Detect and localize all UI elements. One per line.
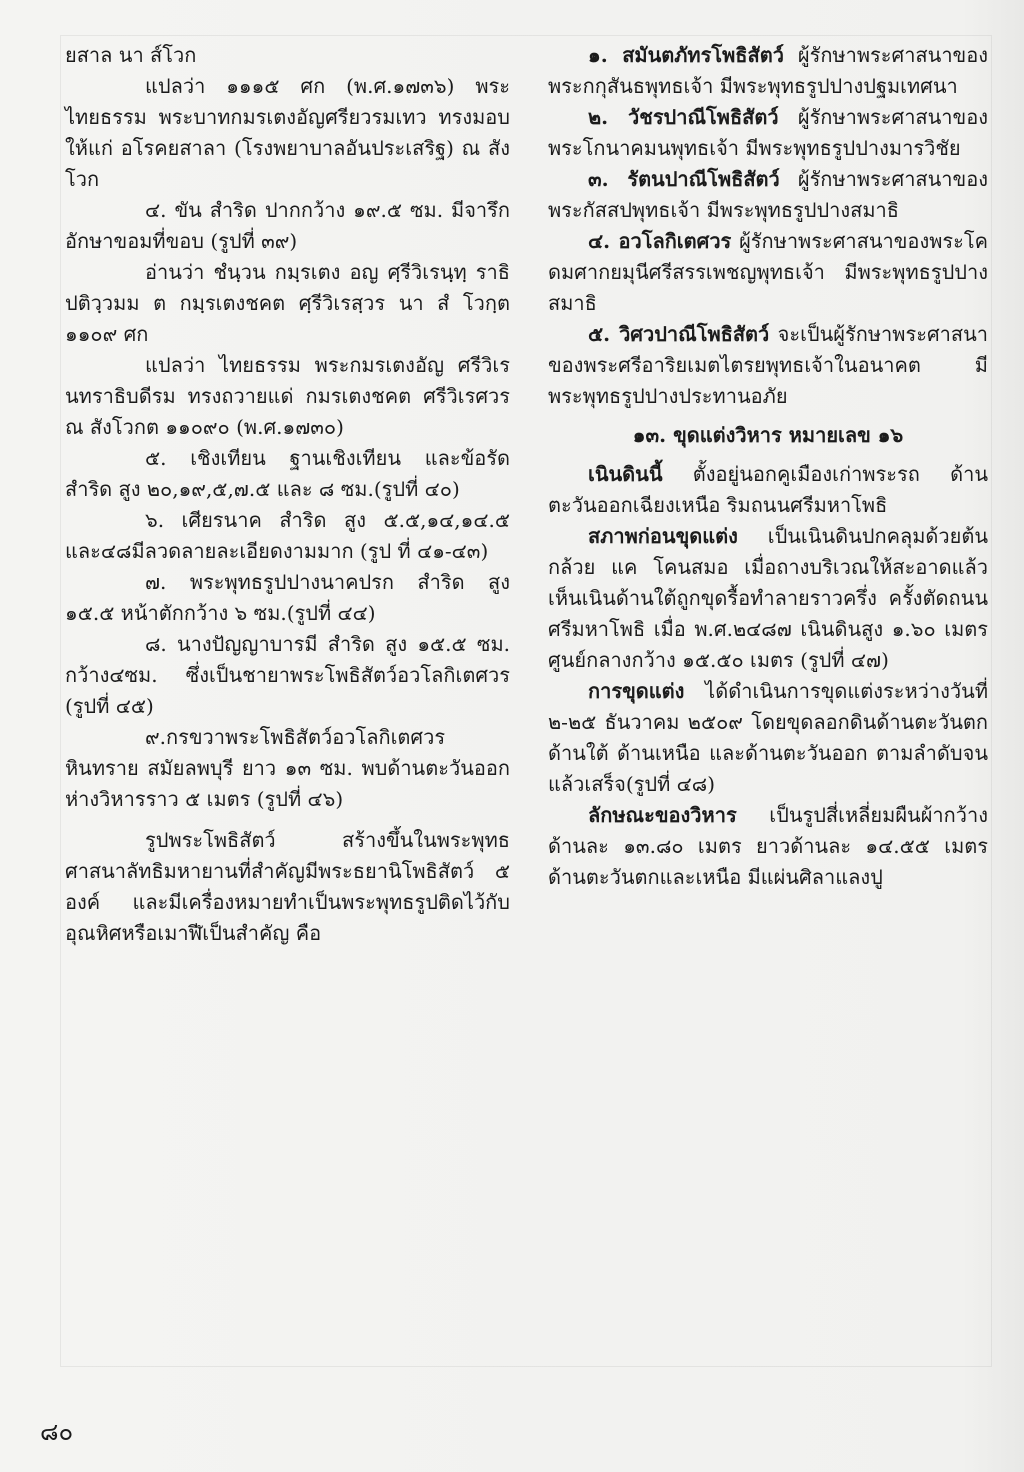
paragraph: ๗. พระพุทธรูปปางนาคปรก สำริด สูง ๑๕.๕ หน้าตักกว้าง ๖ ซม.(รูปที่ ๔๔) xyxy=(65,570,510,625)
section-text: ได้ดำเนินการขุดแต่งระหว่างวันที่ ๒-๒๕ ธันวาคม ๒๕๐๙ โดยขุดลอกดินด้านตะวันตก ด้านใต้ ด้านเหนือ และด้านตะวันออก ตามลำดับจนแล้วเสร็จ(รูปที่ ๔๘) xyxy=(548,679,988,796)
item-text: ผู้รักษาพระศาสนาของพระโคดมศากยมุนีศรีสรรเพชญพุทธเจ้า มีพระพุทธรูปปางสมาธิ xyxy=(548,229,988,315)
paragraph: ๕. เชิงเทียน ฐานเชิงเทียน และข้อรัด สำริด สูง ๒๐,๑๙,๕,๗.๕ และ ๘ ซม.(รูปที่ ๔๐) xyxy=(65,446,510,501)
paragraph: ๘. นางปัญญาบารมี สำริด สูง ๑๕.๕ ซม. กว้าง๔ซม. ซึ่งเป็นชายาพระโพธิสัตว์อวโลกิเตศวร (รูปที่ ๔๕) xyxy=(65,632,510,718)
item-text: จะเป็นผู้รักษาพระศาสนา ของพระศรีอาริยเมตไตรยพุทธเจ้าในอนาคต มีพระพุทธรูปปางประทานอภัย xyxy=(548,322,988,408)
paragraph: ๙.กรขวาพระโพธิสัตว์อวโลกิเตศวร หินทราย สมัยลพบุรี ยาว ๑๓ ซม. พบด้านตะวันออก ห่างวิหารราว ๕ เมตร (รูปที่ ๔๖) xyxy=(65,725,510,811)
item-text: ผู้รักษาพระศาสนาของพระกกุสันธพุทธเจ้า มีพระพุทธรูปปางปฐมเทศนา xyxy=(548,43,988,98)
bodhisattva-item xyxy=(548,40,988,102)
section-paragraph xyxy=(548,676,988,800)
section-lead: ลักษณะของวิหาร xyxy=(588,803,737,827)
section-lead: การขุดแต่ง xyxy=(588,679,685,703)
paragraph: ๖. เศียรนาค สำริด สูง ๕.๕,๑๔,๑๔.๕ และ๔๘มีลวดลายละเอียดงามมาก (รูป ที่ ๔๑-๔๓) xyxy=(65,508,510,563)
item-title: ๔. อวโลกิเตศวร xyxy=(588,229,732,253)
paragraph: ยสาล นา ส์โวก xyxy=(65,43,197,67)
item-title: ๑. สมันตภัทรโพธิสัตว์ xyxy=(588,43,784,67)
bodhisattva-item xyxy=(548,102,988,164)
section-paragraph xyxy=(548,459,988,521)
section-heading: ๑๓. ขุดแต่งวิหาร หมายเลข ๑๖ xyxy=(632,423,904,447)
right-column xyxy=(548,40,988,893)
section-text: ตั้งอยู่นอกคูเมืองเก่าพระรถ ด้านตะวันออกเฉียงเหนือ ริมถนนศรีมหาโพธิ xyxy=(548,462,988,517)
item-title: ๒. วัชรปาณีโพธิสัตว์ xyxy=(588,105,779,129)
item-text: ผู้รักษาพระศาสนาของพระกัสสปพุทธเจ้า มีพระพุทธรูปปางสมาธิ xyxy=(548,167,988,222)
paragraph: แปลว่า ๑๑๑๕ ศก (พ.ศ.๑๗๓๖) พระไทยธรรม พระบาทกมรเตงอัญศรียวรมเทว ทรงมอบให้แก่ อโรคยสาลา (โรงพยาบาลอันประเสริฐ) ณ สังโวก xyxy=(65,74,510,191)
paragraph: ๔. ขัน สำริด ปากกว้าง ๑๙.๕ ซม. มีจารึกอักษาขอมที่ขอบ (รูปที่ ๓๙) xyxy=(65,198,510,253)
section-text: เป็นเนินดินปกคลุมด้วยต้นกล้วย แค โคนสมอ เมื่อถางบริเวณให้สะอาดแล้ว เห็นเนินด้านใต้ถูกขุดรื้อทำลายราวครึ่ง ครั้งตัดถนนศรีมหาโพธิ เมื่อ พ.ศ.๒๔๘๗ เนินดินสูง ๑.๖๐ เมตร ศูนย์กลางกว้าง ๑๕.๕๐ เมตร (รูปที่ ๔๗) xyxy=(548,524,988,672)
item-title: ๓. รัตนปาณีโพธิสัตว์ xyxy=(588,167,780,191)
paragraph: อ่านว่า ชํนฺวน กมฺรเตง อญ ศฺรีวิเรนฺทฺ ราธิปติวฺวมม ต กมฺรเตงชคต ศฺรีวิเรสฺวร นา สํ โวกฺต ๑๑๐๙ ศก xyxy=(65,260,510,346)
item-text: ผู้รักษาพระศาสนาของพระโกนาคมนพุทธเจ้า มีพระพุทธรูปปางมารวิชัย xyxy=(548,105,988,160)
bodhisattva-item xyxy=(548,226,988,319)
bodhisattva-item xyxy=(548,319,988,412)
section-text: เป็นรูปสี่เหลี่ยมผืนผ้ากว้างด้านละ ๑๓.๘๐ เมตร ยาวด้านละ ๑๔.๕๕ เมตร ด้านตะวันตกและเหนือ มีแผ่นศิลาแลงปู xyxy=(548,803,988,889)
paragraph: รูปพระโพธิสัตว์ สร้างขึ้นในพระพุทธศาสนาลัทธิมหายานที่สำคัญมีพระธยานิโพธิสัตว์ ๕ องค์ และมีเครื่องหมายทำเป็นพระพุทธรูปติดไว้กับอุณหิศหรือเมาฬีเป็นสำคัญ คือ xyxy=(65,828,510,945)
bodhisattva-item xyxy=(548,164,988,226)
paragraph: แปลว่า ไทยธรรม พระกมรเตงอัญ ศรีวิเรนทราธิบดีรม ทรงถวายแด่ กมรเตงชคต ศรีวิเรศวร ณ สังโวกต ๑๑๐๙๐ (พ.ศ.๑๗๓๐) xyxy=(65,353,510,439)
section-lead: สภาพก่อนขุดแต่ง xyxy=(588,524,738,548)
section-paragraph xyxy=(548,800,988,893)
left-column xyxy=(65,40,510,949)
section-lead: เนินดินนี้ xyxy=(588,462,663,486)
item-title: ๕. วิศวปาณีโพธิสัตว์ xyxy=(588,322,770,346)
section-paragraph xyxy=(548,521,988,676)
page-number: ๘๐ xyxy=(40,1418,74,1446)
